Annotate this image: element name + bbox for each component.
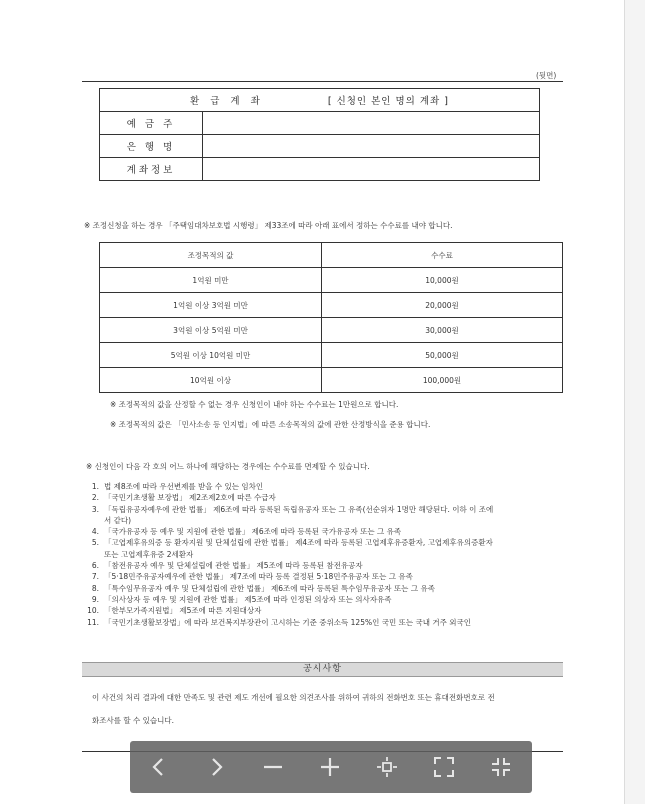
refund-table-header bbox=[100, 89, 540, 112]
refund-title: 환 급 계 좌 bbox=[190, 96, 264, 107]
exemption-list bbox=[82, 481, 493, 628]
notice-line: 화조사를 할 수 있습니다. bbox=[92, 716, 174, 725]
list-item: 10. 「한부모가족지원법」 제5조에 따른 지원대상자 bbox=[87, 606, 262, 616]
fit-center-icon bbox=[376, 756, 398, 778]
list-item: 2. 「국민기초생활 보장법」 제2조제2호에 따른 수급자 bbox=[91, 493, 276, 503]
account-holder-label: 예 금 주 bbox=[100, 112, 203, 135]
fit-to-page-button[interactable] bbox=[358, 741, 415, 793]
list-item: 3. 「독립유공자예우에 관한 법률」 제6조에 따라 등록된 독립유공자 또는 그 유족(선순위자 1명만 해당된다. 이하 이 조에 bbox=[91, 504, 494, 514]
next-page-button[interactable] bbox=[187, 741, 244, 793]
exit-fullscreen-button[interactable] bbox=[472, 741, 529, 793]
fee-amount-cell: 20,000원 bbox=[322, 293, 563, 318]
bank-name-label: 은 행 명 bbox=[100, 135, 203, 158]
list-item: 8. 「특수임무유공자 예우 및 단체설립에 관한 법률」 제6조에 따라 등록된 특수임무유공자 또는 그 유족 bbox=[91, 583, 435, 593]
fee-note-2: ※ 조정목적의 값은 「민사소송 등 인지법」에 따른 소송목적의 값에 관한 산정방식을 준용 합니다. bbox=[110, 420, 431, 429]
fee-amount-cell: 10,000원 bbox=[322, 268, 563, 293]
compress-icon bbox=[490, 756, 512, 778]
list-item: 7. 「5·18민주유공자예우에 관한 법률」 제7조에 따라 등록 결정된 5·18민주유공자 또는 그 유족 bbox=[91, 572, 413, 582]
list-item-continuation: 서 같다) bbox=[104, 515, 132, 525]
account-holder-value bbox=[203, 112, 540, 135]
list-item: 1. 법 제8조에 따라 우선변제를 받을 수 있는 임차인 bbox=[91, 482, 264, 491]
table-row bbox=[100, 318, 563, 343]
refund-row bbox=[100, 158, 540, 181]
fee-table-header-value: 조정목적의 값 bbox=[100, 243, 322, 268]
list-item: 9. 「의사상자 등 예우 및 지원에 관한 법률」 제5조에 따라 인정된 의상자 또는 의사자유족 bbox=[91, 594, 392, 604]
fee-intro-note: ※ 조정신청을 하는 경우 「주택임대차보호법 시행령」 제33조에 따라 아래 표에서 정하는 수수료를 내야 합니다. bbox=[84, 221, 453, 230]
fee-range-cell: 1억원 이상 3억원 미만 bbox=[100, 293, 322, 318]
bank-name-value bbox=[203, 135, 540, 158]
notice-text bbox=[92, 686, 572, 732]
fullscreen-button[interactable] bbox=[415, 741, 472, 793]
fee-range-cell: 5억원 이상 10억원 미만 bbox=[100, 343, 322, 368]
notice-title-bar: 공시사항 bbox=[82, 662, 563, 677]
account-info-value bbox=[203, 158, 540, 181]
list-item: 11. 「국민기초생활보장법」에 따라 보건복지부장관이 고시하는 기준 중위소득 125%인 국민 또는 국내 거주 외국인 bbox=[87, 617, 471, 627]
fee-amount-cell: 100,000원 bbox=[322, 368, 563, 393]
table-row bbox=[100, 368, 563, 393]
expand-icon bbox=[433, 756, 455, 778]
fee-amount-cell: 30,000원 bbox=[322, 318, 563, 343]
account-info-label: 계좌정보 bbox=[100, 158, 203, 181]
refund-row bbox=[100, 112, 540, 135]
refund-subtitle: [ 신청인 본인 명의 계좌 ] bbox=[327, 96, 449, 107]
top-rule bbox=[82, 81, 563, 82]
zoom-in-button[interactable] bbox=[301, 741, 358, 793]
vertical-scrollbar[interactable] bbox=[625, 0, 645, 804]
list-item: 6. 「참전유공자 예우 및 단체설립에 관한 법률」 제5조에 따라 등록된 참전유공자 bbox=[91, 561, 363, 571]
chevron-right-icon bbox=[205, 756, 227, 778]
refund-row bbox=[100, 135, 540, 158]
list-item: 4. 「국가유공자 등 예우 및 지원에 관한 법률」 제6조에 따라 등록된 국가유공자 또는 그 유족 bbox=[91, 527, 402, 537]
list-item: 5. 「고엽제후유의증 등 환자지원 및 단체설립에 관한 법률」 제4조에 따라 등록된 고엽제후유증환자, 고엽제후유의증환자 bbox=[91, 538, 493, 548]
fee-amount-cell: 50,000원 bbox=[322, 343, 563, 368]
table-row bbox=[100, 268, 563, 293]
notice-line: 이 사건의 처리 결과에 대한 만족도 및 관련 제도 개선에 필요한 의견조사를 위하여 귀하의 전화번호 또는 휴대전화번호로 전 bbox=[92, 693, 495, 702]
previous-page-button[interactable] bbox=[130, 741, 187, 793]
list-item-continuation: 또는 고엽제후유증 2세환자 bbox=[104, 549, 194, 559]
zoom-out-button[interactable] bbox=[244, 741, 301, 793]
fee-table-header-fee: 수수료 bbox=[322, 243, 563, 268]
minus-icon bbox=[262, 756, 284, 778]
fee-range-cell: 3억원 이상 5억원 미만 bbox=[100, 318, 322, 343]
fee-table bbox=[99, 242, 563, 393]
refund-account-table bbox=[99, 88, 540, 181]
fee-note-1: ※ 조정목적의 값을 산정할 수 없는 경우 신청인이 내야 하는 수수료는 1만원으로 합니다. bbox=[110, 400, 399, 409]
exempt-intro-note: ※ 신청인이 다음 각 호의 어느 하나에 해당하는 경우에는 수수료를 면제할 수 있습니다. bbox=[86, 462, 370, 471]
chevron-left-icon bbox=[148, 756, 170, 778]
viewer-toolbar bbox=[130, 741, 532, 793]
table-row bbox=[100, 293, 563, 318]
table-row bbox=[100, 343, 563, 368]
plus-icon bbox=[319, 756, 341, 778]
fee-range-cell: 1억원 미만 bbox=[100, 268, 322, 293]
fee-range-cell: 10억원 이상 bbox=[100, 368, 322, 393]
page-side-label: (뒷면) bbox=[536, 71, 557, 80]
